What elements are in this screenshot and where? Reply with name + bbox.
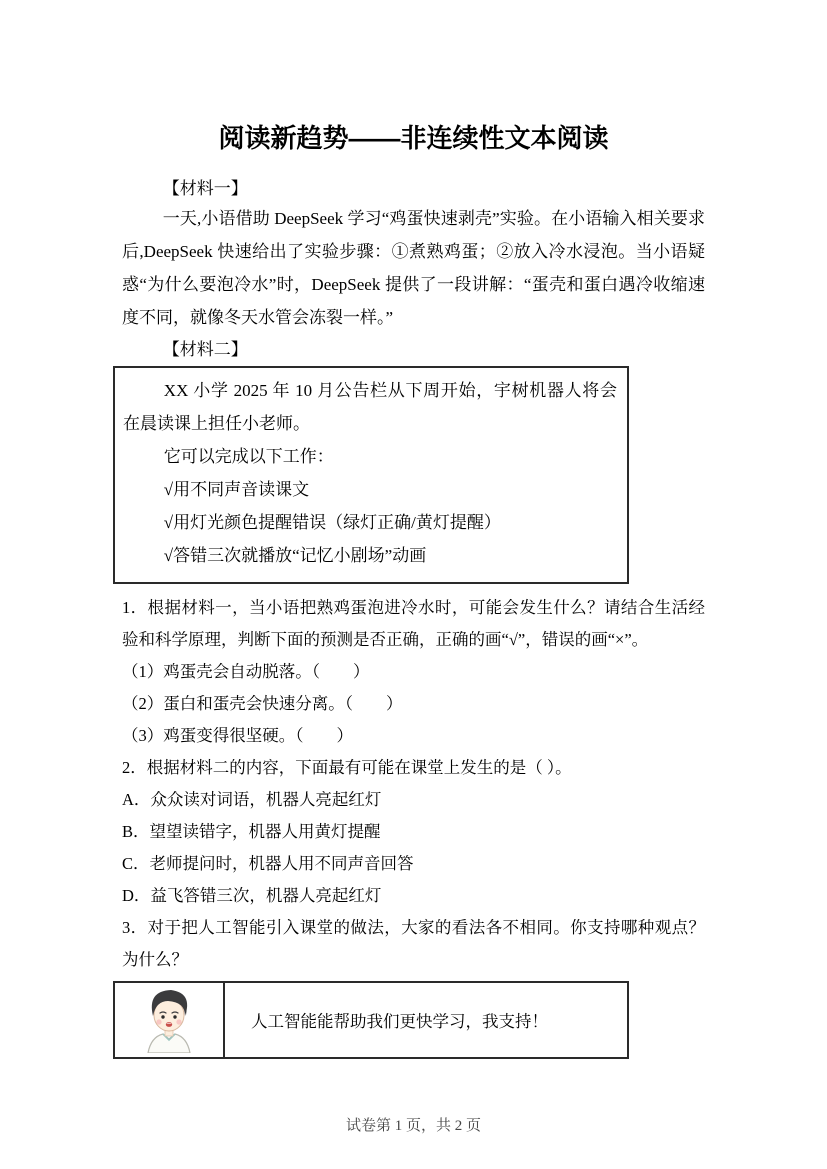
boy-student-avatar-icon (138, 987, 200, 1053)
page-footer: 试卷第 1 页，共 2 页 (345, 1118, 481, 1134)
question-1-item-3: （3）鸡蛋变得很坚硬。（ ） (122, 726, 353, 745)
question-1-item-2: （2）蛋白和蛋壳会快速分离。（ ） (122, 694, 403, 713)
speech-text: 人工智能能帮助我们更快学习，我支持！ (251, 1012, 548, 1031)
opinion-table (113, 981, 629, 1059)
question-1-item-1: （1）鸡蛋壳会自动脱落。（ ） (122, 662, 370, 681)
notice-task-item: √用灯光颜色提醒错误（绿灯正确/黄灯提醒） (163, 513, 501, 532)
question-1-stem: 1．根据材料一，当小语把熟鸡蛋泡进冷水时，可能会发生什么？请结合生活经验和科学原理，判断下面的预测是否正确，正确的画“√”，错误的画“×”。 (122, 598, 705, 649)
notice-task-item: √用不同声音读课文 (163, 480, 310, 499)
question-2-stem: 2．根据材料二的内容，下面最有可能在课堂上发生的是（ ）。 (122, 758, 572, 777)
material-two-notice-box (113, 366, 629, 584)
page-title: 阅读新趋势——非连续性文本阅读 (218, 123, 609, 153)
notice-tasks-heading: 它可以完成以下工作： (163, 447, 334, 466)
material-one-paragraph: 一天,小语借助 DeepSeek 学习“鸡蛋快速剥壳”实验。在小语输入相关要求后,DeepSeek 快速给出了实验步骤：①煮熟鸡蛋；②放入冷水浸泡。当小语疑惑“为什么要泡冷水”时，DeepSeek 提供了一段讲解：“蛋壳和蛋白遇冷收缩速度不同，就像冬天水管会冻裂一样。” (122, 209, 705, 327)
question-2-option-d: D．益飞答错三次，机器人亮起红灯 (122, 886, 382, 905)
question-3-stem: 3．对于把人工智能引入课堂的做法，大家的看法各不相同。你支持哪种观点？为什么？ (122, 918, 705, 969)
avatar-cell (115, 983, 225, 1057)
material-two-label: 【材料二】 (162, 340, 248, 359)
question-2-option-b: B．望望读错字，机器人用黄灯提醒 (122, 822, 381, 841)
notice-task-item: √答错三次就播放“记忆小剧场”动画 (163, 546, 427, 565)
speech-cell (225, 983, 627, 1057)
question-2-option-a: A．众众读对词语，机器人亮起红灯 (122, 790, 382, 809)
material-one-label: 【材料一】 (162, 179, 248, 198)
notice-intro: XX 小学 2025 年 10 月公告栏从下周开始，宇树机器人将会在晨读课上担任小老师。 (123, 381, 617, 433)
questions-section (122, 592, 705, 1059)
page-content (122, 175, 705, 1059)
question-2-option-c: C．老师提问时，机器人用不同声音回答 (122, 854, 414, 873)
